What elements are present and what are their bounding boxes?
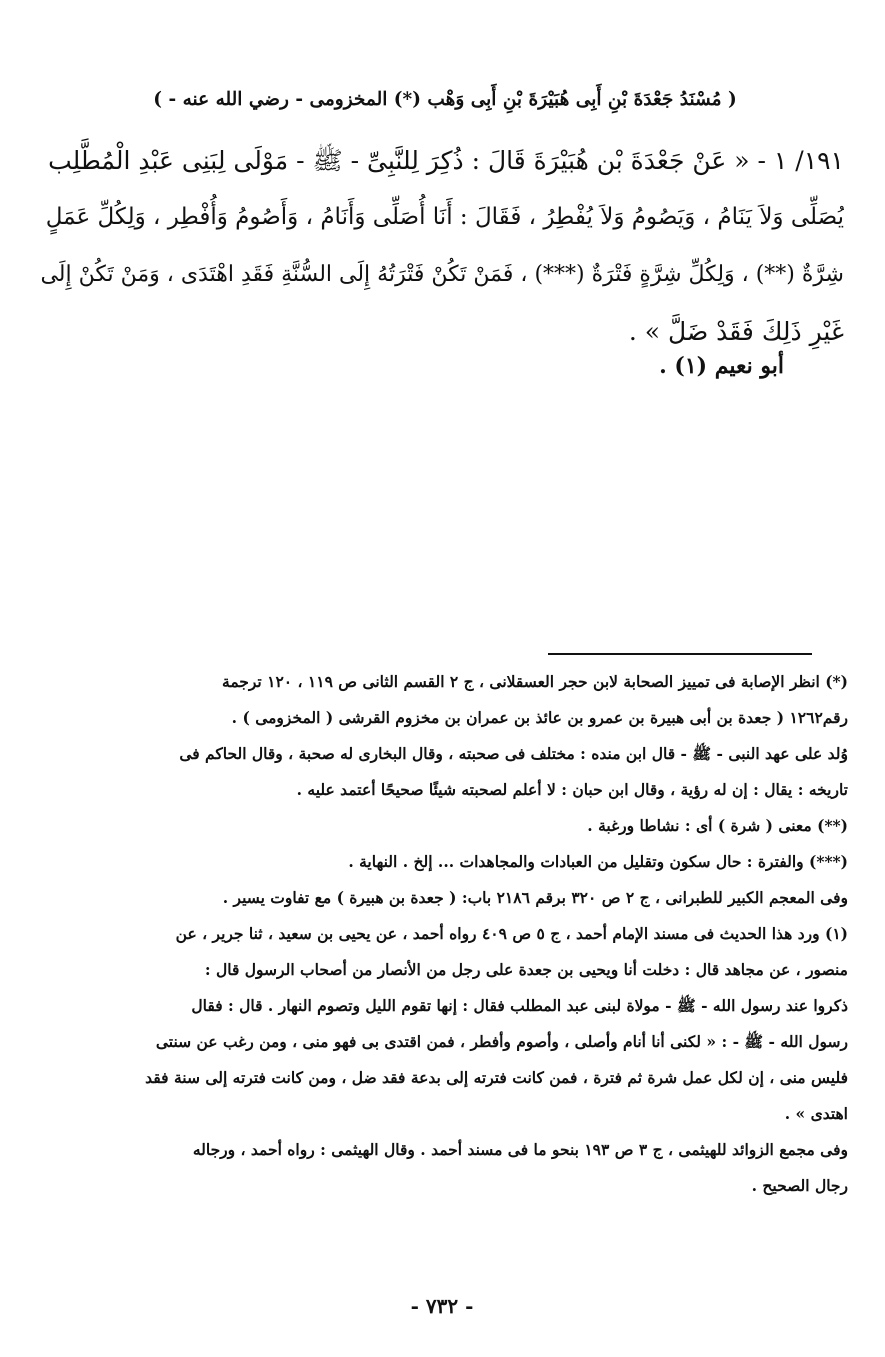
footnote-line: منصور ، عن مجاهد قال : دخلت أنا ويحيى بن جعدة على رجل من الأنصار من أصحاب الرسول قال : — [204, 960, 848, 979]
section-heading: ( مُسْنَدُ جَعْدَةَ بْنِ أَبِى هُبَيْرَةَ بْنِ أَبِى وَهْب (*) المخزومى - رضي الله عنه - ) — [153, 89, 737, 110]
footnote-line: رجال الصحيح . — [751, 1176, 848, 1195]
footnote-line: وفى المعجم الكبير للطبرانى ، ج ٢ ص ٣٢٠ برقم ٢١٨٦ باب: ( جعدة بن هبيرة ) مع تفاوت يسير . — [222, 888, 848, 907]
footnote-line: فليس منى ، إن لكل عمل شرة ثم فترة ، فمن كانت فترته إلى بدعة فقد ضل ، ومن كانت فترته إلى سنة فقد — [145, 1068, 848, 1087]
hadith-line: شِرَّةٌ (**) ، وَلِكُلِّ شِرَّةٍ فَتْرَةٌ (***) ، فَمَنْ تَكُنْ فَتْرَتُهُ إِلَى السُّنَّةِ فَقَدِ اهْتَدَى ، وَمَنْ تَكُنْ إِلَى — [40, 262, 844, 287]
hadith-line: ١٩١/ ١ - « عَنْ جَعْدَةَ بْن هُبَيْرَةَ قَالَ : ذُكِرَ لِلنَّبِىِّ - ﷺ - مَوْلَى لِبَنِى عَبْدِ الْمُطَّلِب — [48, 146, 844, 175]
hadith-line: غَيْرِ ذَلِكَ فَقَدْ ضَلَّ » . — [628, 317, 844, 346]
footnote-line: اهتدى » . — [784, 1104, 848, 1123]
footnote-line: وفى مجمع الزوائد للهيثمى ، ج ٣ ص ١٩٣ بنحو ما فى مسند أحمد . وقال الهيثمى : رواه أحمد ، ورجاله — [192, 1140, 848, 1159]
footnotes — [40, 664, 848, 1204]
footnote-line: تاريخه : يقال : إن له رؤية ، وقال ابن حبان : لا أعلم لصحبته شيئًا صحيحًا أعتمد عليه . — [296, 780, 848, 799]
footnote-divider — [548, 653, 812, 655]
footnote-line: (**) معنى ( شرة ) أى : نشاطا ورغبة . — [587, 816, 848, 835]
hadith-line: يُصَلِّى وَلاَ يَنَامُ ، وَيَصُومُ وَلاَ يُفْطِرُ ، فَقَالَ : أَنَا أُصَلِّى وَأَنَامُ ، وَأَصُومُ وَأُفْطِر ، وَلِكُلِّ عَمَلٍ — [45, 204, 844, 230]
footnote-line: رسول الله - ﷺ - : « لكنى أنا أنام وأصلى ، وأصوم وأفطر ، فمن اقتدى بى فهو منى ، ومن رغب عن سنتى — [155, 1032, 848, 1051]
footnote-line: ذكروا عند رسول الله - ﷺ - مولاة لبنى عبد المطلب فقال : إنها تقوم الليل وتصوم النهار . قال : فقال — [191, 996, 848, 1015]
footnote-line: (١) ورد هذا الحديث فى مسند الإمام أحمد ، ج ٥ ص ٤٠٩ رواه أحمد ، عن يحيى بن سعيد ، ثنا جرير ، عن — [175, 924, 848, 943]
footnote-line: (*) انظر الإصابة فى تمييز الصحابة لابن حجر العسقلانى ، ج ٢ القسم الثانى ص ١١٩ ، ١٢٠ ترجمة — [222, 672, 848, 691]
hadith-source: أبو نعيم (١) . — [659, 353, 784, 379]
footnote-line: (***) والفترة : حال سكون وتقليل من العبادات والمجاهدات ... إلخ . النهاية . — [348, 852, 848, 871]
footnote-line: رقم١٢٦٢ ( جعدة بن أبى هبيرة بن عمرو بن عائذ بن عمران بن مخزوم القرشى ( المخزومى ) . — [231, 708, 848, 727]
footnote-line: وُلد على عهد النبى - ﷺ - قال ابن منده : مختلف فى صحبته ، وقال البخارى له صحبة ، وقال الحاكم فى — [179, 744, 848, 763]
page-number: - ٧٣٢ - — [410, 1294, 474, 1318]
hadith-text — [38, 132, 844, 360]
